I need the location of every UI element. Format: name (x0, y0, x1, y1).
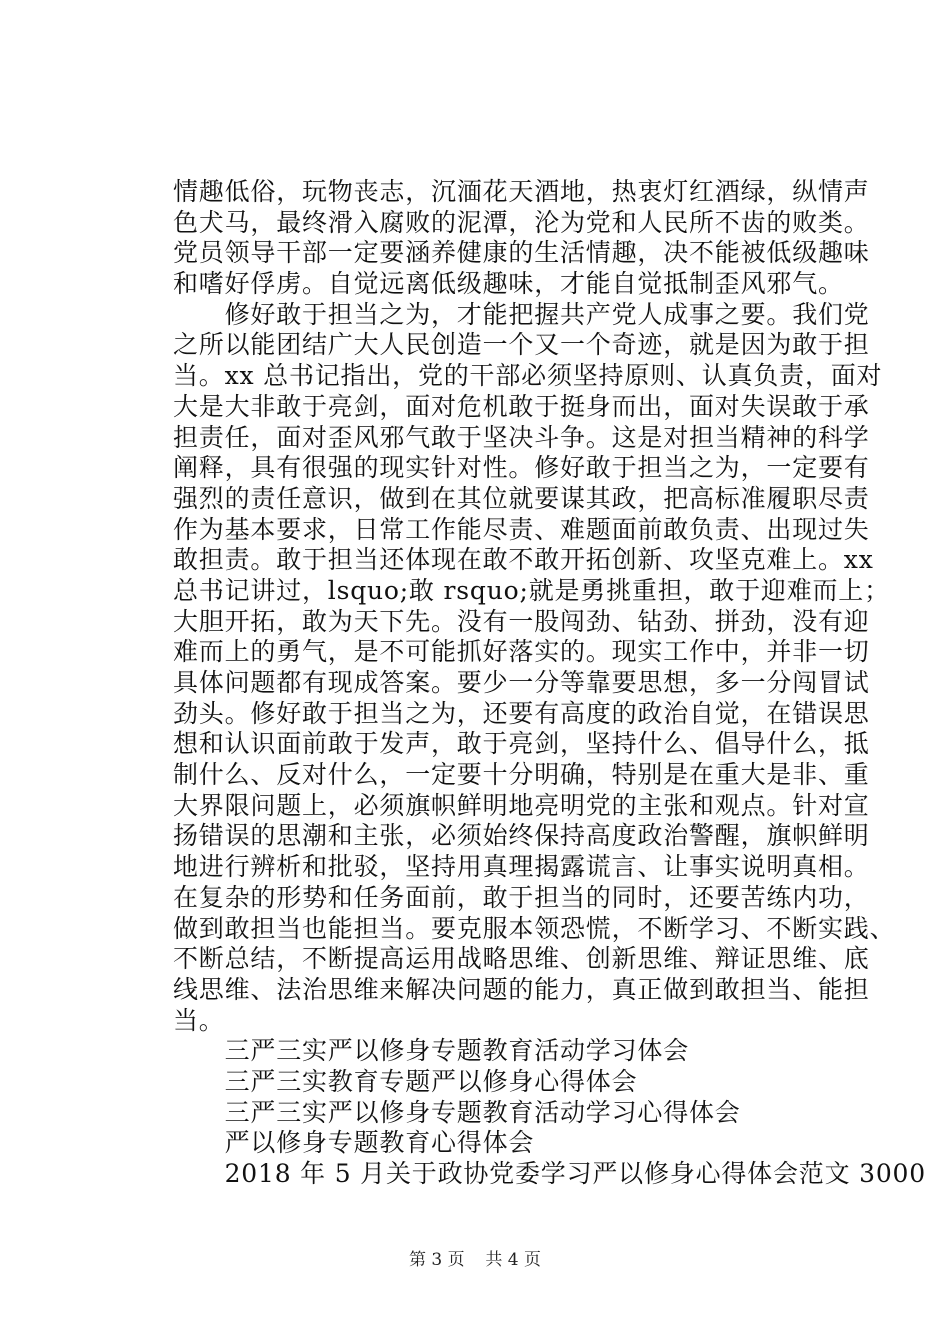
text-line: 作为基本要求，日常工作能尽责、难题面前敢负责、出现过失 (173, 514, 870, 544)
text-line: 扬错误的思潮和主张，必须始终保持高度政治警醒，旗帜鲜明 (173, 821, 870, 851)
text-line: 具体问题都有现成答案。要少一分等靠要思想，多一分闯冒试 (173, 668, 870, 697)
text-line: 在复杂的形势和任务面前，敢于担当的同时，还要苦练内功， (173, 882, 870, 912)
text-line: 制什么、反对什么，一定要十分明确，特别是在重大是非、重 (173, 760, 870, 790)
related-article-title: 三严三实严以修身专题教育活动学习心得体会 (173, 1097, 741, 1127)
text-line: 敢担责。敢于担当还体现在敢不敢开拓创新、攻坚克难上。xx (173, 545, 874, 575)
text-line: 当。xx 总书记指出，党的干部必须坚持原则、认真负责，面对 (173, 361, 883, 391)
text-line: 做到敢担当也能担当。要克服本领恐慌，不断学习、不断实践、 (173, 913, 896, 943)
page-total: 共 4 页 (485, 1250, 542, 1270)
text-line: 总书记讲过，lsquo;敢 rsquo;就是勇挑重担，敢于迎难而上； (173, 575, 890, 605)
text-line: 情趣低俗，玩物丧志，沉湎花天酒地，热衷灯红酒绿，纵情声 (173, 177, 870, 206)
related-article-title: 严以修身专题教育心得体会 (173, 1128, 535, 1158)
related-article-title: 三严三实教育专题严以修身心得体会 (173, 1066, 638, 1096)
text-line: 之所以能团结广大人民创造一个又一个奇迹，就是因为敢于担 (173, 330, 870, 360)
page-number: 第 3 页 (408, 1250, 465, 1270)
text-line: 大胆开拓，敢为天下先。没有一股闯劲、钻劲、拼劲，没有迎 (173, 606, 870, 636)
text-line: 强烈的责任意识，做到在其位就要谋其政，把高标准履职尽责 (173, 483, 870, 513)
page-footer (0, 1249, 950, 1271)
related-article-title: 2018 年 5 月关于政协党委学习严以修身心得体会范文 3000 (173, 1159, 926, 1188)
text-line: 大界限问题上，必须旗帜鲜明地亮明党的主张和观点。针对宣 (173, 790, 870, 820)
related-article-title: 三严三实严以修身专题教育活动学习体会 (173, 1036, 690, 1066)
text-line: 线思维、法治思维来解决问题的能力，真正做到敢担当、能担 (173, 974, 870, 1004)
text-line: 和嗜好俘虏。自觉远离低级趣味，才能自觉抵制歪风邪气。 (173, 269, 844, 299)
text-line: 难而上的勇气，是不可能抓好落实的。现实工作中，并非一切 (173, 637, 870, 667)
text-line: 当。 (173, 1005, 225, 1035)
text-line: 党员领导干部一定要涵养健康的生活情趣，决不能被低级趣味 (173, 238, 870, 268)
text-line: 担责任，面对歪风邪气敢于坚决斗争。这是对担当精神的科学 (173, 422, 870, 452)
paragraph-start-line: 修好敢于担当之为，才能把握共产党人成事之要。我们党 (173, 299, 870, 329)
text-line: 大是大非敢于亮剑，面对危机敢于挺身而出，面对失误敢于承 (173, 391, 870, 421)
text-line: 色犬马，最终滑入腐败的泥潭，沦为党和人民所不齿的败类。 (173, 207, 870, 237)
text-line: 劲头。修好敢于担当之为，还要有高度的政治自觉，在错误思 (173, 698, 870, 728)
document-body (173, 177, 926, 1190)
text-line: 不断总结，不断提高运用战略思维、创新思维、辩证思维、底 (173, 944, 870, 974)
text-line: 想和认识面前敢于发声，敢于亮剑，坚持什么、倡导什么，抵 (173, 729, 870, 759)
text-line: 阐释，具有很强的现实针对性。修好敢于担当之为，一定要有 (173, 453, 870, 483)
text-line: 地进行辨析和批驳，坚持用真理揭露谎言、让事实说明真相。 (173, 852, 870, 882)
